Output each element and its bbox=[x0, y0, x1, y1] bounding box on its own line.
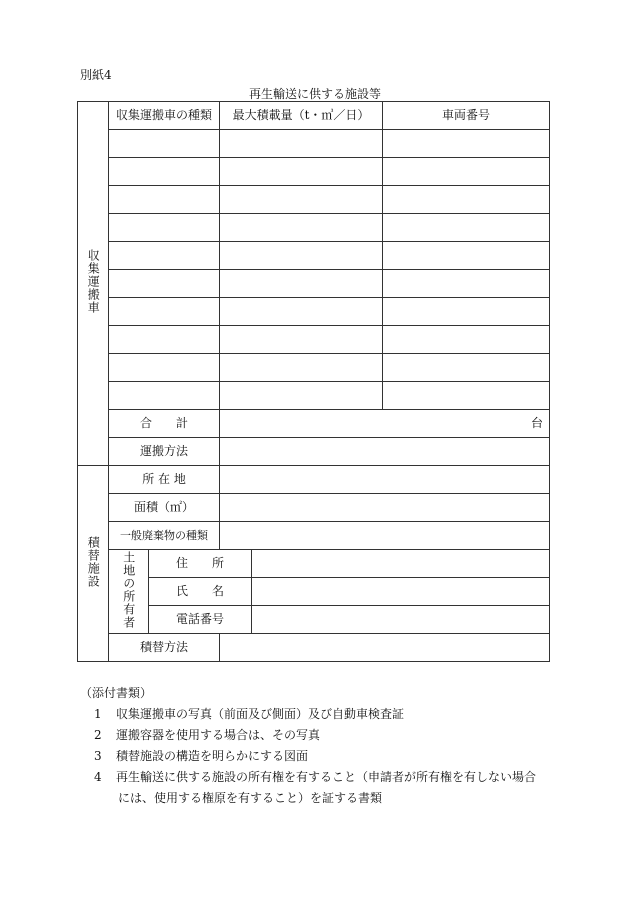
owner-group-label: 土地の所有者 bbox=[121, 550, 136, 629]
vehicle-number-cell[interactable] bbox=[383, 186, 550, 214]
transport-method-row bbox=[78, 438, 550, 466]
attachments-heading: （添付書類） bbox=[80, 686, 153, 700]
owner-address-label: 住 所 bbox=[149, 550, 252, 578]
area-row bbox=[78, 494, 550, 522]
vehicle-type-cell[interactable] bbox=[109, 242, 220, 270]
max-load-cell[interactable] bbox=[220, 270, 383, 298]
max-load-cell[interactable] bbox=[220, 186, 383, 214]
vehicle-type-cell[interactable] bbox=[109, 130, 220, 158]
max-load-header: 最大積載量（t・㎥／日） bbox=[220, 102, 383, 130]
vehicle-type-header: 収集運搬車の種類 bbox=[109, 102, 220, 130]
vehicle-row bbox=[78, 298, 550, 326]
owner-phone-label: 電話番号 bbox=[149, 606, 252, 634]
vehicle-row bbox=[78, 158, 550, 186]
vehicle-section-label-cell bbox=[78, 102, 109, 466]
vehicle-type-cell[interactable] bbox=[109, 382, 220, 410]
owner-phone-row bbox=[78, 606, 550, 634]
attachment-text: 積替施設の構造を明らかにする図面 bbox=[116, 749, 309, 763]
vehicle-type-cell[interactable] bbox=[109, 186, 220, 214]
max-load-cell[interactable] bbox=[220, 326, 383, 354]
attachments-notes bbox=[80, 683, 560, 809]
transfer-method-row bbox=[78, 634, 550, 662]
area-cell[interactable] bbox=[220, 494, 550, 522]
attachment-number: 1 bbox=[94, 707, 102, 721]
vehicle-header-row bbox=[78, 102, 550, 130]
transport-method-label: 運搬方法 bbox=[109, 438, 220, 466]
vehicle-row bbox=[78, 382, 550, 410]
owner-group-label-cell bbox=[109, 550, 149, 634]
vehicle-number-cell[interactable] bbox=[383, 326, 550, 354]
vehicle-section-label: 収集運搬車 bbox=[86, 249, 101, 315]
vehicle-number-cell[interactable] bbox=[383, 130, 550, 158]
transfer-method-cell[interactable] bbox=[220, 634, 550, 662]
vehicle-type-cell[interactable] bbox=[109, 270, 220, 298]
vehicle-number-cell[interactable] bbox=[383, 214, 550, 242]
total-label: 合 計 bbox=[109, 410, 220, 438]
owner-name-row bbox=[78, 578, 550, 606]
attachment-item bbox=[80, 767, 560, 809]
waste-type-label: 一般廃棄物の種類 bbox=[109, 522, 220, 550]
vehicle-type-cell[interactable] bbox=[109, 354, 220, 382]
vehicle-type-cell[interactable] bbox=[109, 298, 220, 326]
max-load-cell[interactable] bbox=[220, 354, 383, 382]
document-title: 再生輸送に供する施設等 bbox=[248, 87, 381, 101]
vehicle-number-cell[interactable] bbox=[383, 298, 550, 326]
max-load-cell[interactable] bbox=[220, 214, 383, 242]
max-load-cell[interactable] bbox=[220, 382, 383, 410]
attachment-item bbox=[80, 704, 560, 725]
vehicle-type-cell[interactable] bbox=[109, 326, 220, 354]
total-row bbox=[78, 410, 550, 438]
vehicle-row bbox=[78, 326, 550, 354]
location-row bbox=[78, 466, 550, 494]
transport-method-cell[interactable] bbox=[220, 438, 550, 466]
facility-form-table bbox=[77, 101, 550, 662]
facility-section-label: 積替施設 bbox=[86, 535, 101, 588]
vehicle-number-cell[interactable] bbox=[383, 242, 550, 270]
document-label: 別紙4 bbox=[80, 68, 112, 82]
vehicle-number-cell[interactable] bbox=[383, 270, 550, 298]
attachment-item bbox=[80, 725, 560, 746]
location-cell[interactable] bbox=[220, 466, 550, 494]
attachment-number: 3 bbox=[94, 749, 102, 763]
vehicle-number-header: 車両番号 bbox=[383, 102, 550, 130]
vehicle-row bbox=[78, 214, 550, 242]
vehicle-number-cell[interactable] bbox=[383, 354, 550, 382]
total-unit: 台 bbox=[531, 416, 544, 431]
max-load-cell[interactable] bbox=[220, 158, 383, 186]
transfer-method-label: 積替方法 bbox=[109, 634, 220, 662]
vehicle-row bbox=[78, 130, 550, 158]
attachment-item bbox=[80, 746, 560, 767]
vehicle-number-cell[interactable] bbox=[383, 382, 550, 410]
area-label: 面積（㎡） bbox=[109, 494, 220, 522]
vehicle-type-cell[interactable] bbox=[109, 214, 220, 242]
vehicle-number-cell[interactable] bbox=[383, 158, 550, 186]
attachment-text-continued: には、使用する権原を有すること）を証する書類 bbox=[118, 791, 383, 805]
owner-name-label: 氏 名 bbox=[149, 578, 252, 606]
attachment-text: 収集運搬車の写真（前面及び側面）及び自動車検査証 bbox=[116, 707, 405, 721]
owner-name-cell[interactable] bbox=[252, 578, 550, 606]
max-load-cell[interactable] bbox=[220, 130, 383, 158]
vehicle-row bbox=[78, 242, 550, 270]
total-value-cell[interactable] bbox=[220, 410, 550, 438]
attachment-text: 再生輸送に供する施設の所有権を有すること（申請者が所有権を有しない場合 bbox=[116, 770, 537, 784]
location-label: 所 在 地 bbox=[109, 466, 220, 494]
waste-type-row bbox=[78, 522, 550, 550]
max-load-cell[interactable] bbox=[220, 298, 383, 326]
vehicle-row bbox=[78, 354, 550, 382]
max-load-cell[interactable] bbox=[220, 242, 383, 270]
owner-phone-cell[interactable] bbox=[252, 606, 550, 634]
vehicle-type-cell[interactable] bbox=[109, 158, 220, 186]
attachment-number: 2 bbox=[94, 728, 102, 742]
owner-address-row bbox=[78, 550, 550, 578]
facility-section-label-cell bbox=[78, 466, 109, 662]
attachment-number: 4 bbox=[94, 770, 102, 784]
owner-address-cell[interactable] bbox=[252, 550, 550, 578]
attachment-text: 運搬容器を使用する場合は、その写真 bbox=[116, 728, 321, 742]
vehicle-row bbox=[78, 270, 550, 298]
vehicle-row bbox=[78, 186, 550, 214]
waste-type-cell[interactable] bbox=[220, 522, 550, 550]
